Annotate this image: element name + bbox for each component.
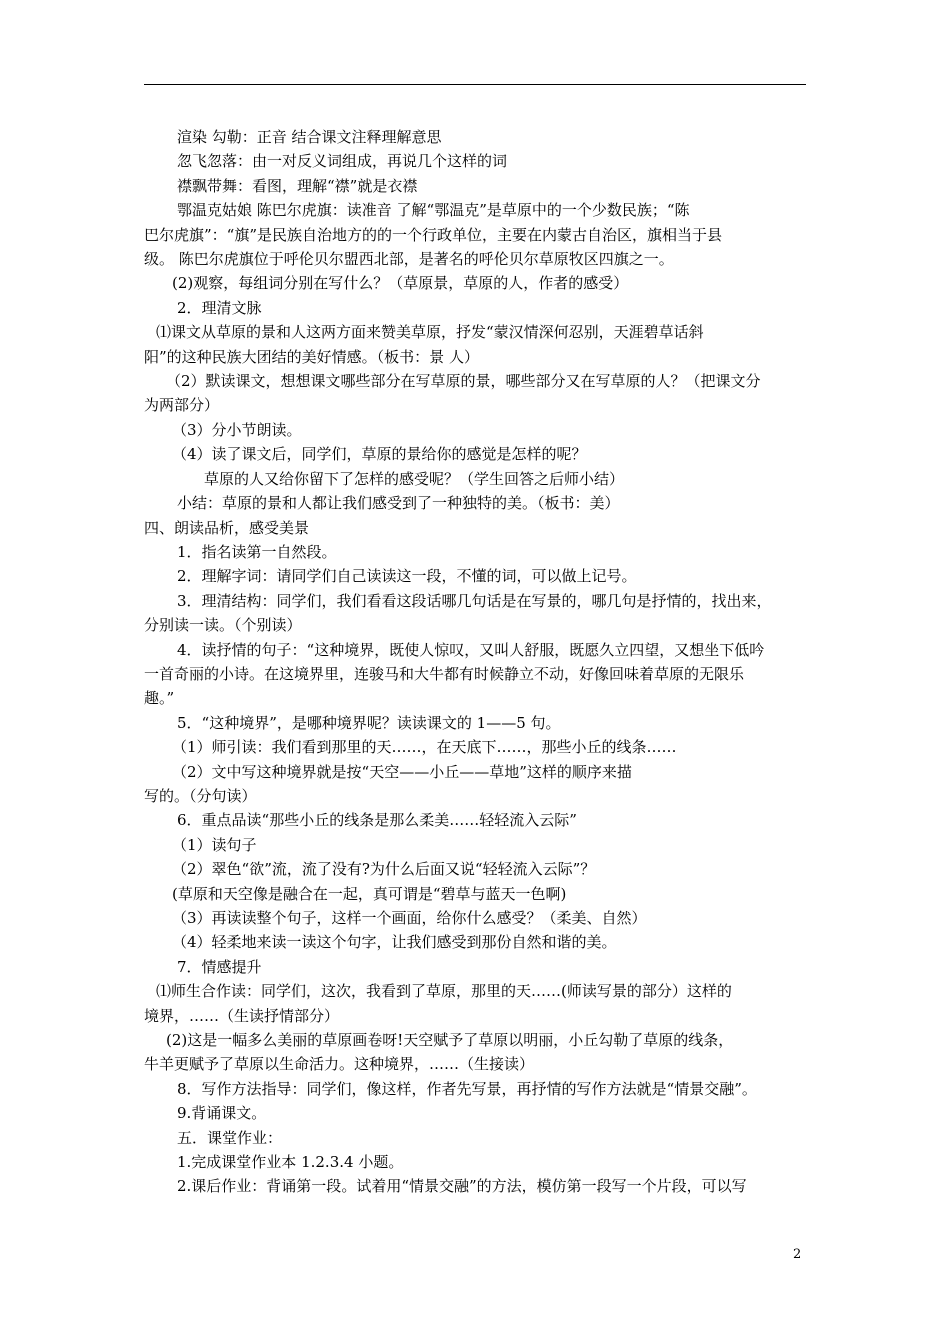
header-rule [144,84,806,85]
text-line: 巴尔虎旗”：“旗”是民族自治地方的的一个行政单位，主要在内蒙古自治区，旗相当于县 [144,225,723,244]
text-line: 小结：草原的景和人都让我们感受到了一种独特的美。（板书：美） [177,494,620,513]
text-line: 9.背诵课文。 [177,1104,267,1123]
text-line: （3）再读读整个句子，这样一个画面，给你什么感受？（柔美、自然） [172,909,647,927]
text-line: 4．读抒情的句子：“这种境界，既使人惊叹，又叫人舒服，既愿久立四望，又想坐下低吟 [177,640,765,659]
text-line: 一首奇丽的小诗。在这境界里，连骏马和大牛都有时候静立不动，好像回味着草原的无限乐 [144,664,745,683]
page-number: 2 [793,1247,802,1262]
text-line: 级。 陈巴尔虎旗位于呼伦贝尔盟西北部，是著名的呼伦贝尔草原牧区四旗之一。 [144,250,674,269]
text-line: 牛羊更赋予了草原以生命活力。这种境界，……（生接读） [144,1055,535,1074]
text-line: 趣。” [144,689,175,708]
text-line: 阳”的这种民族大团结的美好情感。（板书：景 人） [144,347,479,366]
text-line: （2）翠色“欲”流，流了没有?为什么后面又说“轻轻流入云际”？ [172,860,596,879]
text-line: (2)观察，每组词分别在写什么？（草原景，草原的人，作者的感受） [172,274,629,293]
text-line: 2．理清文脉 [177,298,262,317]
text-line: 5．“这种境界”，是哪种境界呢？读读课文的 1——5 句。 [177,713,561,732]
text-line: 1．指名读第一自然段。 [177,542,337,561]
text-line: （3）分小节朗读。 [172,420,302,439]
text-line: 分别读一读。（个别读） [144,616,302,635]
text-line: 襟飘带舞：看图，理解“襟”就是衣襟 [177,176,418,195]
text-line: （4）轻柔地来读一读这个句字，让我们感受到那份自然和谐的美。 [172,933,617,952]
text-line: 鄂温克姑娘 陈巴尔虎旗：读准音 了解“鄂温克”是草原中的一个少数民族；“陈 [177,201,690,220]
text-line: 6．重点品读“那些小丘的线条是那么柔美……轻轻流入云际” [177,811,577,830]
text-line: 3．理清结构：同学们，我们看看这段话哪几句话是在写景的，哪几句是抒情的，找出来， [177,591,772,610]
text-line: （4）读了课文后，同学们，草原的景给你的感觉是怎样的呢？ [172,445,587,464]
text-line: 境界，……（生读抒情部分） [144,1006,340,1025]
text-line: (草原和天空像是融合在一起，真可谓是“碧草与蓝天一色啊) [172,884,567,903]
text-line: （1）读句子 [172,835,257,854]
text-line: 8．写作方法指导：同学们，像这样，作者先写景，再抒情的写作方法就是“情景交融”。 [177,1079,757,1098]
text-line: 2.课后作业：背诵第一段。试着用“情景交融”的方法，模仿第一段写一个片段，可以写 [177,1177,747,1196]
text-line: 为两部分） [144,396,220,415]
text-line: (2)这是一幅多么美丽的草原画卷呀!天空赋予了草原以明丽，小丘勾勒了草原的线条， [166,1031,734,1050]
text-line: 草原的人又给你留下了怎样的感受呢？（学生回答之后师小结） [204,469,625,488]
text-line: （2）默读课文，想想课文哪些部分在写草原的景，哪些部分又在写草原的人？（把课文分 [166,372,761,391]
text-line: 7．情感提升 [177,957,262,976]
text-line: 写的。（分句读） [144,786,257,805]
text-line: 忽飞忽落：由一对反义词组成，再说几个这样的词 [177,152,508,171]
text-line: 2．理解字词：请同学们自己读读这一段，不懂的词，可以做上记号。 [177,567,637,586]
text-line: ⑴师生合作读：同学们，这次，我看到了草原，那里的天……(师读写景的部分）这样的 [156,982,732,1001]
section-heading: 四、朗读品析，感受美景 [144,518,310,537]
text-line: （1）师引读：我们看到那里的天……，在天底下……，那些小丘的线条…… [172,738,677,757]
text-line: 1.完成课堂作业本 1.2.3.4 小题。 [177,1153,404,1172]
body-text [144,125,808,1199]
text-line: ⑴课文从草原的景和人这两方面来赞美草原，抒发“蒙汉情深何忍别，天涯碧草话斜 [156,323,704,342]
text-line: 渲染 勾勒：正音 结合课文注释理解意思 [177,128,442,146]
text-line: （2）文中写这种境界就是按“天空——小丘——草地”这样的顺序来描 [172,762,632,781]
section-heading: 五．课堂作业： [177,1128,283,1147]
